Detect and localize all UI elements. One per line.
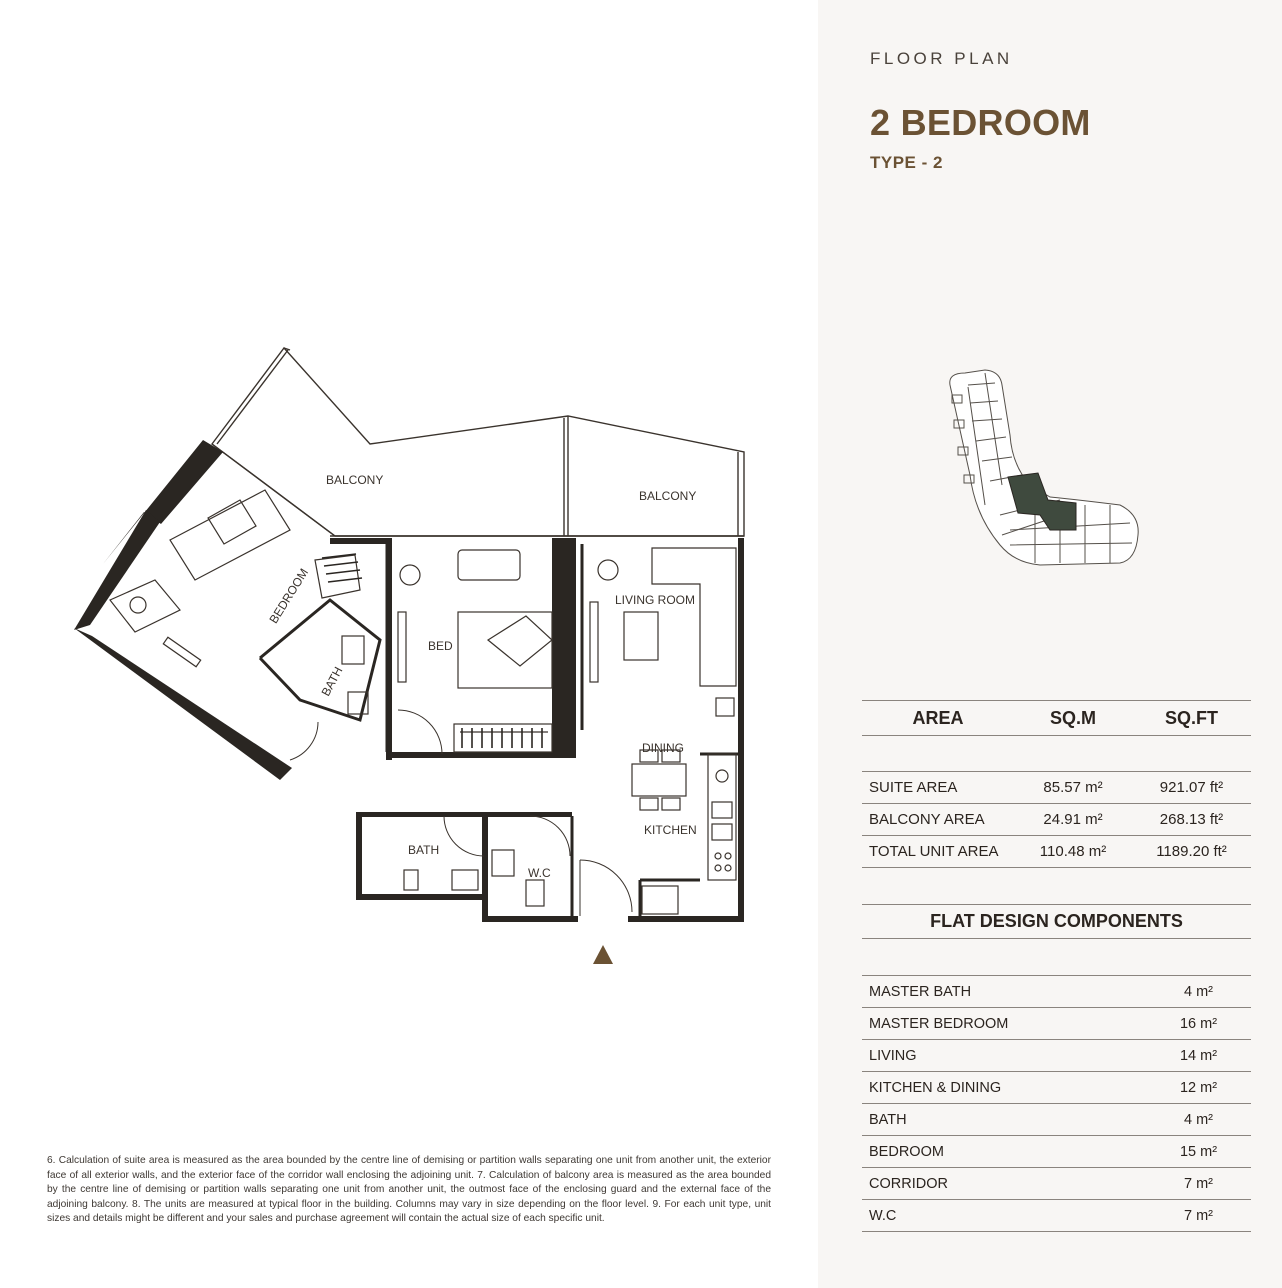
label-dining: DINING — [642, 741, 684, 755]
row-sqft: 1189.20 ft² — [1156, 843, 1227, 860]
table-row — [862, 804, 1251, 836]
floor-plan-diagram — [60, 340, 760, 970]
unit-title: 2 BEDROOM — [870, 102, 1091, 143]
row-sqft: 921.07 ft² — [1159, 779, 1224, 796]
row-value: 7 m² — [1184, 1175, 1213, 1192]
table-spacer — [862, 939, 1251, 976]
label-kitchen: KITCHEN — [644, 823, 697, 837]
table-row — [862, 1200, 1251, 1232]
table-row — [862, 976, 1251, 1008]
table-row — [862, 1104, 1251, 1136]
row-value: 4 m² — [1184, 1111, 1213, 1128]
wall-segment — [392, 752, 557, 758]
label-bedroom: BEDROOM — [266, 565, 312, 626]
table-row — [862, 1040, 1251, 1072]
label-bed: BED — [428, 639, 453, 653]
row-label: TOTAL UNIT AREA — [869, 843, 999, 860]
wall-segment — [103, 440, 223, 564]
label-living-room: LIVING ROOM — [615, 593, 696, 607]
row-label: MASTER BEDROOM — [869, 1015, 1009, 1032]
wall-segment — [356, 812, 572, 817]
row-label: LIVING — [869, 1047, 917, 1064]
row-sqm: 85.57 m² — [1043, 779, 1103, 796]
wall-segment — [74, 510, 160, 630]
row-label: SUITE AREA — [869, 779, 958, 796]
row-label: CORRIDOR — [869, 1175, 948, 1192]
wall-segment — [628, 916, 744, 922]
area-table-header — [862, 700, 1251, 736]
table-row — [862, 1008, 1251, 1040]
wall-segment — [356, 814, 362, 900]
row-value: 14 m² — [1179, 1047, 1218, 1064]
wall-segment — [330, 538, 390, 544]
wall-segment — [74, 628, 292, 780]
row-sqft: 268.13 ft² — [1159, 811, 1224, 828]
row-sqm: 110.48 m² — [1039, 843, 1107, 860]
disclaimer-footnote: 6. Calculation of suite area is measured as the area bounded by the centre line of demising or partition walls separating one unit from another unit, the exterior face of all exterior walls, and the exterior face of the corridor wall enclosing the adjoining unit. 7. Calculation of balcony area is measured as the area bounded by the centre line of demising or partition walls separating one unit from another unit, the outmost face of the enclosing guard and the external face of the adjoining balcony. 8. The units are measured at typical floor in the building. Columns may vary in size depending on the floor level. 9. For each unit type, unit sizes and details might be different and your sales and purchase agreement will contain the actual size of each specific unit. — [47, 1155, 771, 1224]
wall-segment — [356, 894, 482, 900]
components-title: FLAT DESIGN COMPONENTS — [862, 904, 1251, 939]
north-arrow-icon — [593, 945, 613, 964]
header-sqft: SQ.FT — [1165, 707, 1218, 728]
wall-segment — [482, 814, 488, 922]
row-value: 7 m² — [1184, 1207, 1213, 1224]
section-eyebrow: FLOOR PLAN — [870, 49, 1013, 68]
row-value: 15 m² — [1179, 1143, 1218, 1160]
label-wc: W.C — [528, 866, 551, 880]
label-balcony-right: BALCONY — [639, 489, 697, 503]
label-bath-master: BATH — [318, 664, 346, 699]
unit-type: TYPE - 2 — [870, 153, 943, 172]
wall-segment — [738, 538, 744, 921]
row-value: 16 m² — [1179, 1015, 1218, 1032]
key-plan-diagram — [940, 365, 1150, 570]
row-label: BALCONY AREA — [869, 811, 985, 828]
table-spacer — [862, 736, 1251, 772]
components-table — [862, 904, 1251, 1232]
header-sqm: SQ.M — [1049, 707, 1096, 728]
row-label: MASTER BATH — [869, 983, 972, 1000]
wall-segment — [482, 916, 578, 922]
header-area: AREA — [912, 707, 964, 728]
table-row — [862, 1136, 1251, 1168]
table-row — [862, 772, 1251, 804]
table-row — [862, 1072, 1251, 1104]
row-label: BATH — [869, 1111, 907, 1128]
row-value: 4 m² — [1184, 983, 1213, 1000]
table-row — [862, 1168, 1251, 1200]
label-bath: BATH — [408, 843, 440, 857]
balcony-outline — [212, 348, 744, 536]
area-table — [862, 700, 1251, 868]
row-label: KITCHEN & DINING — [869, 1079, 1002, 1096]
table-row — [862, 836, 1251, 868]
wall-segment — [552, 538, 576, 758]
row-value: 12 m² — [1179, 1079, 1218, 1096]
label-balcony-left: BALCONY — [326, 473, 384, 487]
row-label: W.C — [869, 1207, 897, 1224]
row-sqm: 24.91 m² — [1043, 811, 1103, 828]
row-label: BEDROOM — [869, 1143, 944, 1160]
